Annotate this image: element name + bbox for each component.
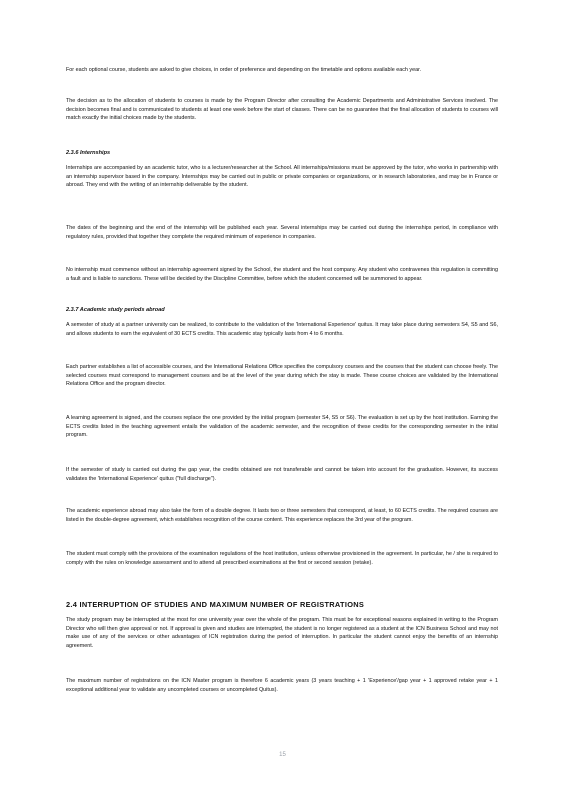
- paragraph-double-degree: The academic experience abroad may also take the form of a double degree. It lasts two or three semesters that correspond, at least, to 60 ECTS credits. The required courses are listed in the double-degree agreement, which establishes recognition of the course content. This experience replaces the 3rd year of the program.: [66, 508, 498, 523]
- paragraph-course-allocation: The decision as to the allocation of students to courses is made by the Program Director after consulting the Academic Departments and Administrative Services involved. The decision becomes final and is communicated to students at least one week before the start of classes. There can be no guarantee that the final allocation of students to courses will match exactly the initial choices made by the students.: [66, 98, 498, 122]
- paragraph-internships-agreement: No internship must commence without an internship agreement signed by the School, the student and the host company. Any student who contravenes this regulation is committing a fault and is liable to sanctions. These will be decided by the Discipline Committee, before which the student concerned will be summoned to appear.: [66, 267, 498, 282]
- paragraph-course-selection: Each partner establishes a list of accessible courses, and the International Relations Office specifies the compulsory courses and the courses that the student can choose freely. The selected courses must correspond to management courses and be at the level of the year during which the stay is made. These course choices are validated by the International Relations Office and the program director.: [66, 364, 498, 388]
- paragraph-optional-courses: For each optional course, students are asked to give choices, in order of preference and depending on the timetable and options available each year.: [66, 67, 422, 73]
- paragraph-examination-rules: The student must comply with the provisions of the examination regulations of the host institution, unless otherwise provisioned in the agreement. In particular, he / she is required to comply with the rules on knowledge assessment and to attend all prescribed examinations at the first or second session (retake).: [66, 551, 498, 566]
- heading-internships: 2.3.6 Internships: [66, 150, 111, 156]
- paragraph-internships-dates: The dates of the beginning and the end of the internship will be published each year. Several internships may be carried out during the internships period, in compliance with regulatory rules, provided that together they complete the required minimum of experience in companies.: [66, 225, 498, 240]
- heading-academic-study: 2.3.7 Academic study periods abroad: [66, 307, 165, 313]
- heading-interruption: 2.4 INTERRUPTION OF STUDIES AND MAXIMUM NUMBER OF REGISTRATIONS: [66, 600, 365, 609]
- paragraph-internships-tutor: Internships are accompanied by an academic tutor, who is a lecturer/researcher at the School. All internships/missions must be approved by the tutor, who works in partnership with an internship supervisor based in the company. Internships may be carried out in public or private companies or organizations, or in research laboratories, and may be in France or abroad. They end with the writing of an internship deliverable by the student.: [66, 165, 498, 189]
- page-number: 15: [279, 752, 286, 758]
- paragraph-max-registrations: The maximum number of registrations on the ICN Master program is therefore 6 academic years (3 years teaching + 1 'Experience'/gap year + 1 approved retake year + 1 exceptional additional year to validate any uncompleted courses or uncompleted Quitus).: [66, 678, 498, 693]
- paragraph-interruption: The study program may be interrupted at the most for one university year over the whole of the program. This must be for exceptional reasons explained in writing to the Program Director who will then give approval or not. If approval is given and studies are interrupted, the student is no longer registered as a student at the ICN Business School and may not make use of any of the services or other advantages of ICN registration during the period of interruption. In particular the student cannot enjoy the benefits of an internship agreement.: [66, 617, 498, 649]
- paragraph-learning-agreement: A learning agreement is signed, and the courses replace the one provided by the initial program (semester S4, S5 or S6). The evaluation is set up by the host institution. Earning the ECTS credits listed in the teaching agreement entails the validation of the academic semester, and the recognition of these credits for the corresponding semester in the initial program.: [66, 415, 498, 439]
- paragraph-gap-year: If the semester of study is carried out during the gap year, the credits obtained are not transferable and cannot be taken into account for the graduation. However, its success validates the 'International Experience' quitus ("full discharge").: [66, 467, 498, 482]
- paragraph-semester-abroad: A semester of study at a partner university can be realized, to contribute to the validation of the 'International Experience' quitus. It may take place during semesters S4, S5 and S6, and allows students to earn the equivalent of 30 ECTS credits. This academic stay typically lasts from 4 to 6 months.: [66, 322, 498, 337]
